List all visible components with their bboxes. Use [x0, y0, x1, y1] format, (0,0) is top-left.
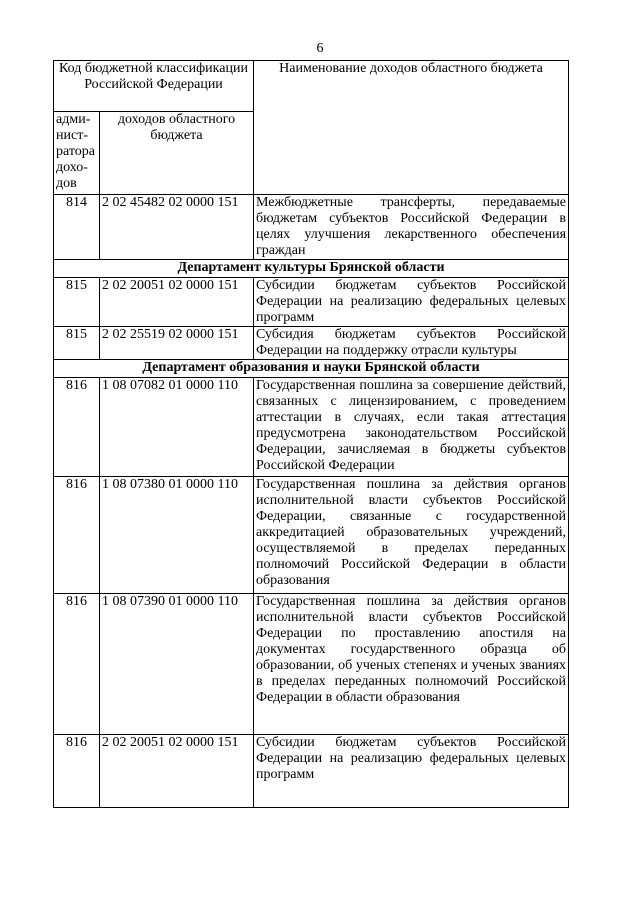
table-row	[54, 735, 569, 808]
admin-code-cell: 816	[54, 735, 100, 808]
admin-code-cell: 815	[54, 327, 100, 360]
section-row	[54, 260, 569, 278]
budget-code-cell: 1 08 07390 01 0000 110	[100, 594, 254, 735]
budget-code-cell: 2 02 20051 02 0000 151	[100, 278, 254, 327]
table-row	[54, 327, 569, 360]
page-number: 6	[316, 41, 324, 56]
budget-code-cell: 1 08 07082 01 0000 110	[100, 378, 254, 477]
section-row	[54, 360, 569, 378]
table-row	[54, 278, 569, 327]
admin-code-cell: 814	[54, 195, 100, 260]
header-budget-code-group: Код бюджетной классификации Российской Федерации	[54, 61, 254, 112]
header-administrator-col: адми-нист-ратора дохо-дов	[54, 112, 100, 195]
revenue-name-cell: Межбюджетные трансферты, передаваемые бюджетам субъектов Российской Федерации в целях улучшения лекарственного обеспечения граждан	[254, 195, 569, 260]
budget-code-cell: 2 02 45482 02 0000 151	[100, 195, 254, 260]
table-row	[54, 195, 569, 260]
revenue-name-cell: Субсидии бюджетам субъектов Российской Федерации на реализацию федеральных целевых программ	[254, 735, 569, 808]
budget-classification-table	[53, 60, 569, 808]
budget-code-cell: 2 02 20051 02 0000 151	[100, 735, 254, 808]
revenue-name-cell: Государственная пошлина за действия органов исполнительной власти субъектов Российской Федерации по проставлению апостиля на документах государственного образца об образовании, об ученых степенях и ученых званиях в пределах переданных полномочий Российской Федерации в области образования	[254, 594, 569, 735]
revenue-name-cell: Субсидии бюджетам субъектов Российской Федерации на реализацию федеральных целевых программ	[254, 278, 569, 327]
admin-code-cell: 816	[54, 477, 100, 594]
revenue-name-cell: Государственная пошлина за совершение действий, связанных с лицензированием, с проведением аттестации в случаях, если такая аттестация предусмотрена законодательством Российской Федерации, зачисляемая в бюджеты субъектов Российской Федерации	[254, 378, 569, 477]
admin-code-cell: 815	[54, 278, 100, 327]
table-header-row	[54, 61, 569, 112]
table-row	[54, 378, 569, 477]
section-title: Департамент образования и науки Брянской области	[54, 360, 569, 378]
section-title: Департамент культуры Брянской области	[54, 260, 569, 278]
header-income-col: доходов областного бюджета	[100, 112, 254, 195]
budget-code-cell: 1 08 07380 01 0000 110	[100, 477, 254, 594]
table-row	[54, 477, 569, 594]
revenue-name-cell: Субсидия бюджетам субъектов Российской Федерации на поддержку отрасли культуры	[254, 327, 569, 360]
table-row	[54, 594, 569, 735]
header-revenue-name: Наименование доходов областного бюджета	[254, 61, 569, 195]
budget-code-cell: 2 02 25519 02 0000 151	[100, 327, 254, 360]
admin-code-cell: 816	[54, 594, 100, 735]
revenue-name-cell: Государственная пошлина за действия органов исполнительной власти субъектов Российской Федерации, связанные с государственной аккредитацией образовательных учреждений, осуществляемой в пределах переданных полномочий Российской Федерации в области образования	[254, 477, 569, 594]
admin-code-cell: 816	[54, 378, 100, 477]
